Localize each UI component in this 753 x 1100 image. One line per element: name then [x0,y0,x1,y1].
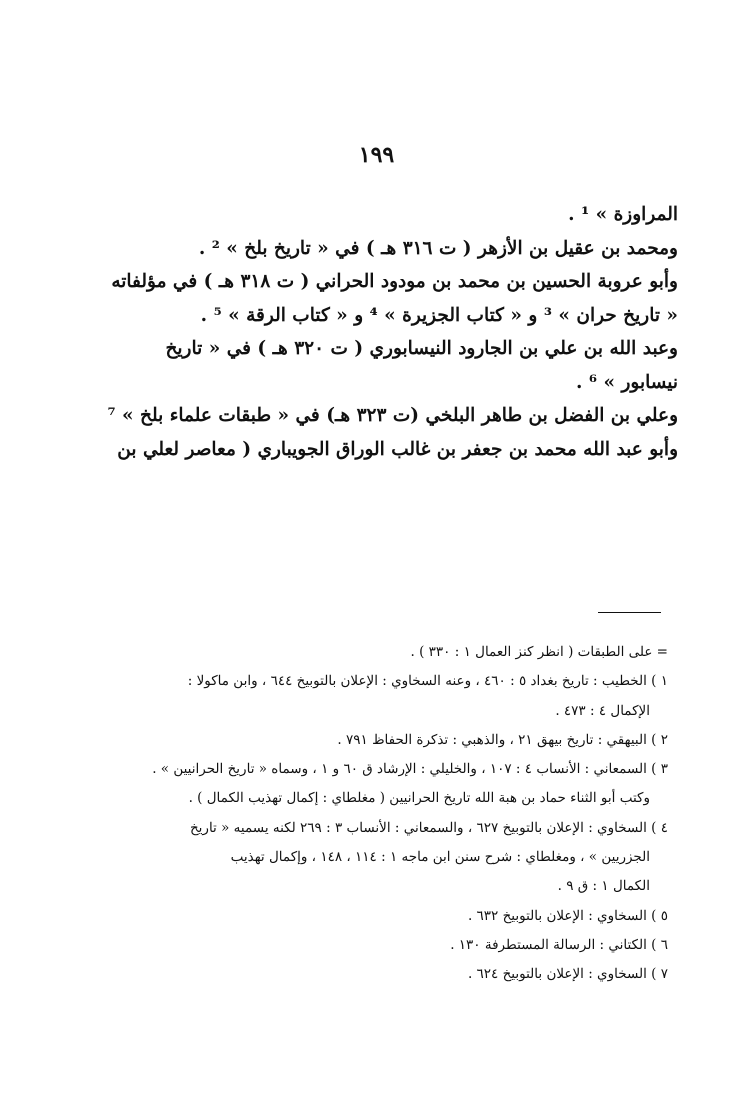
text-line: وأبو عروبة الحسين بن محمد بن مودود الحراني ( ت ٣١٨ هـ ) في مؤلفاته [111,271,678,292]
footnote-line: ٥ ) السخاوي : الإعلان بالتوبيخ ٦٣٢ . [467,907,668,924]
footnote-line: الإكمال ٤ : ٤٧٣ . [555,702,650,719]
footnote-line: وكتب أبو الثناء حماد بن هبة الله تاريخ الحرانيين ( مغلطاي : إكمال تهذيب الكمال ) . [188,790,650,807]
footnote-line: الجزريين » ، ومغلطاي : شرح سنن ابن ماجه ١ : ١١٤ ، ١٤٨ ، وإكمال تهذيب [230,849,650,866]
footnote-line: ٤ ) السخاوي : الإعلان بالتوبيخ ٦٢٧ ، والسمعاني : الأنساب ٣ : ٢٦٩ لكنه يسميه « تاريخ [189,819,668,836]
footnote-line: ٧ ) السخاوي : الإعلان بالتوبيخ ٦٢٤ . [467,966,668,983]
text-line: وعلي بن الفضل بن طاهر البلخي (ت ٣٢٣ هـ) في « طبقات علماء بلخ » ⁷ [107,405,678,426]
footnote-separator [598,612,661,613]
footnotes [112,638,668,990]
page-number: ١٩٩ [358,142,395,168]
footnote-line: ١ ) الخطيب : تاريخ بغداد ٥ : ٤٦٠ ، وعنه السخاوي : الإعلان بالتوبيخ ٦٤٤ ، وابن ماكولا : [187,673,668,690]
text-line: وعبد الله بن علي بن الجارود النيسابوري ( ت ٣٢٠ هـ ) في « تاريخ [165,338,678,359]
footnote-line: = على الطبقات ( انظر كنز العمال ١ : ٣٣٠ ) . [410,644,668,660]
text-line: المراوزة » ¹ . [568,204,678,225]
footnote-line: ٢ ) البيهقي : تاريخ بيهق ٢١ ، والذهبي : تذكرة الحفاظ ٧٩١ . [337,731,668,748]
footnote-line: ٣ ) السمعاني : الأنساب ٤ : ١٠٧ ، والخليلي : الإرشاد ق ٦٠ و ١ ، وسماه « تاريخ الحرانيين » . [152,761,668,778]
text-line: نيسابور » ⁶ . [576,371,678,393]
text-line: ومحمد بن عقيل بن الأزهر ( ت ٣١٦ هـ ) في « تاريخ بلخ » ² . [198,237,678,259]
footnote-line: الكمال ١ : ق ٩ . [557,878,650,895]
text-line: وأبو عبد الله محمد بن جعفر بن غالب الوراق الجويباري ( معاصر لعلي بن [117,438,678,460]
footnote-line: ٦ ) الكتاني : الرسالة المستطرفة ١٣٠ . [450,936,668,953]
main-text [72,198,678,466]
text-line: « تاريخ حران » ³ و « كتاب الجزيرة » ⁴ و « كتاب الرقة » ⁵ . [200,304,678,326]
